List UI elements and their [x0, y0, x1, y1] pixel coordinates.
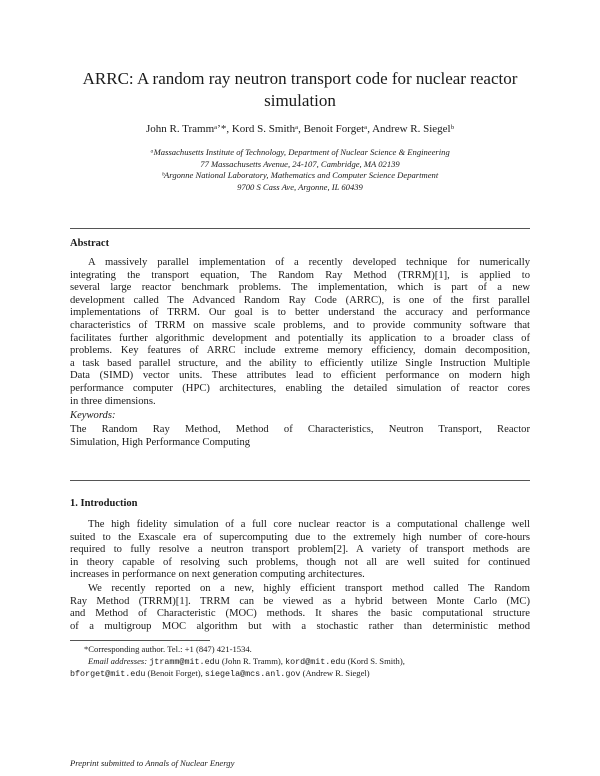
intro-line: Ray Method (TRRM)[1]. TRRM can be viewed as a hybrid between Monte Carlo (MC): [70, 595, 530, 607]
abstract-body: [70, 257, 530, 408]
abstract-line: integrating the transport equation, The Random Ray Method (TRRM)[1], is applied to: [70, 269, 530, 281]
affiliation-line: ᵇArgonne National Laboratory, Mathematics and Computer Science Department: [161, 170, 439, 180]
affiliation-line: 77 Massachusetts Avenue, 24-107, Cambridge, MA 02139: [200, 158, 400, 169]
abstract-line: facilitates further algorithmic development and potentially its application to a broader class of: [70, 332, 530, 344]
abstract-bottom-rule: [70, 480, 530, 481]
footnote-rule: [70, 640, 210, 641]
email-owner: (John R. Tramm),: [221, 655, 283, 666]
abstract-line: problems. Key features of ARRC include extreme memory efficiency, domain decomposition,: [70, 345, 530, 357]
paper-title: [60, 68, 540, 112]
intro-line: required to fully resolve a neutron transport problem[2]. A variety of transport methods are: [70, 544, 530, 556]
abstract-line: development called The Advanced Random Ray Code (ARRC), is one of the first parallel: [70, 294, 530, 306]
email-link[interactable]: bforget@mit.edu: [70, 669, 146, 679]
title-line-2: simulation: [264, 91, 336, 110]
intro-line: of a multigroup MOC algorithm but with a stochastic rather than deterministic method: [70, 620, 530, 632]
footnote-emails: [70, 656, 530, 669]
footnotes: [70, 644, 530, 681]
email-link[interactable]: kord@mit.edu: [285, 656, 346, 667]
intro-paragraph-2: [70, 583, 530, 633]
intro-line: increases in performance on next generation computing architectures.: [70, 569, 365, 581]
intro-line: and Method of Characteristic (MOC) methods. It shares the basic computational structure: [70, 608, 530, 620]
abstract-line: performance computer (HPC) architectures, enabling the detailed simulation of reactor cores: [70, 382, 530, 394]
email-owner: (Benoit Forget),: [147, 668, 203, 678]
abstract-top-rule: [70, 228, 530, 229]
intro-line: in theory capable of resolving such problems, though not all are well suited for continued: [70, 556, 530, 568]
intro-line: suited to the Exascale era of supercomputing due to the extremely high number of core-hours: [70, 531, 530, 543]
email-label: Email addresses:: [88, 655, 148, 666]
keywords-label: Keywords:: [70, 410, 116, 421]
email-link[interactable]: siegela@mcs.anl.gov: [204, 669, 301, 679]
abstract-line: several large reactor benchmark problems. The implementation, which is part of a new: [70, 282, 530, 294]
footnote-corresponding: *Corresponding author. Tel.: +1 (847) 421-1534.: [84, 644, 252, 654]
abstract-line: in three dimensions.: [70, 395, 156, 407]
abstract-line: a task based parallel structure, and the ability to efficiently utilize Single Instruction Multiple: [70, 357, 530, 369]
title-line-1: ARRC: A random ray neutron transport code for nuclear reactor: [82, 69, 518, 88]
abstract-heading: Abstract: [70, 238, 110, 249]
email-link[interactable]: jtramm@mit.edu: [149, 656, 220, 667]
abstract-line: implementations of TRRM. Our goal is to better understand the accuracy and performance: [70, 307, 530, 319]
email-owner: (Andrew R. Siegel): [302, 668, 370, 678]
email-owner: (Kord S. Smith),: [347, 655, 405, 666]
keywords-body: [70, 424, 530, 449]
intro-line: The high fidelity simulation of a full core nuclear reactor is a computational challenge well: [88, 519, 530, 530]
abstract-line: characteristics of TRRM on massive scale problems, and to provide community software that: [70, 319, 530, 331]
keywords-line: The Random Ray Method, Method of Characteristics, Neutron Transport, Reactor: [70, 424, 530, 435]
affiliation-line: ᵃMassachusetts Institute of Technology, Department of Nuclear Science & Engineering: [150, 147, 450, 157]
section-heading-introduction: 1. Introduction: [70, 498, 138, 509]
abstract-line: Data (SIMD) vector units. These attributes lead to efficient performance on modern high: [70, 370, 530, 382]
author-list: John R. Trammᵃʼ*, Kord S. Smithᵃ, Benoit Forgetᵃ, Andrew R. Siegelᵇ: [145, 123, 455, 135]
preprint-notice: Preprint submitted to Annals of Nuclear Energy: [70, 758, 235, 768]
keywords-line: Simulation, High Performance Computing: [70, 436, 251, 448]
abstract-line: A massively parallel implementation of a recently developed technique for numerically: [88, 257, 530, 268]
affiliations: [40, 147, 560, 193]
intro-paragraph-1: [70, 519, 530, 582]
footnote-emails-cont: [70, 668, 530, 681]
affiliation-line: 9700 S Cass Ave, Argonne, IL 60439: [237, 181, 363, 192]
intro-line: We recently reported on a new, highly efficient transport method called The Random: [88, 583, 530, 594]
